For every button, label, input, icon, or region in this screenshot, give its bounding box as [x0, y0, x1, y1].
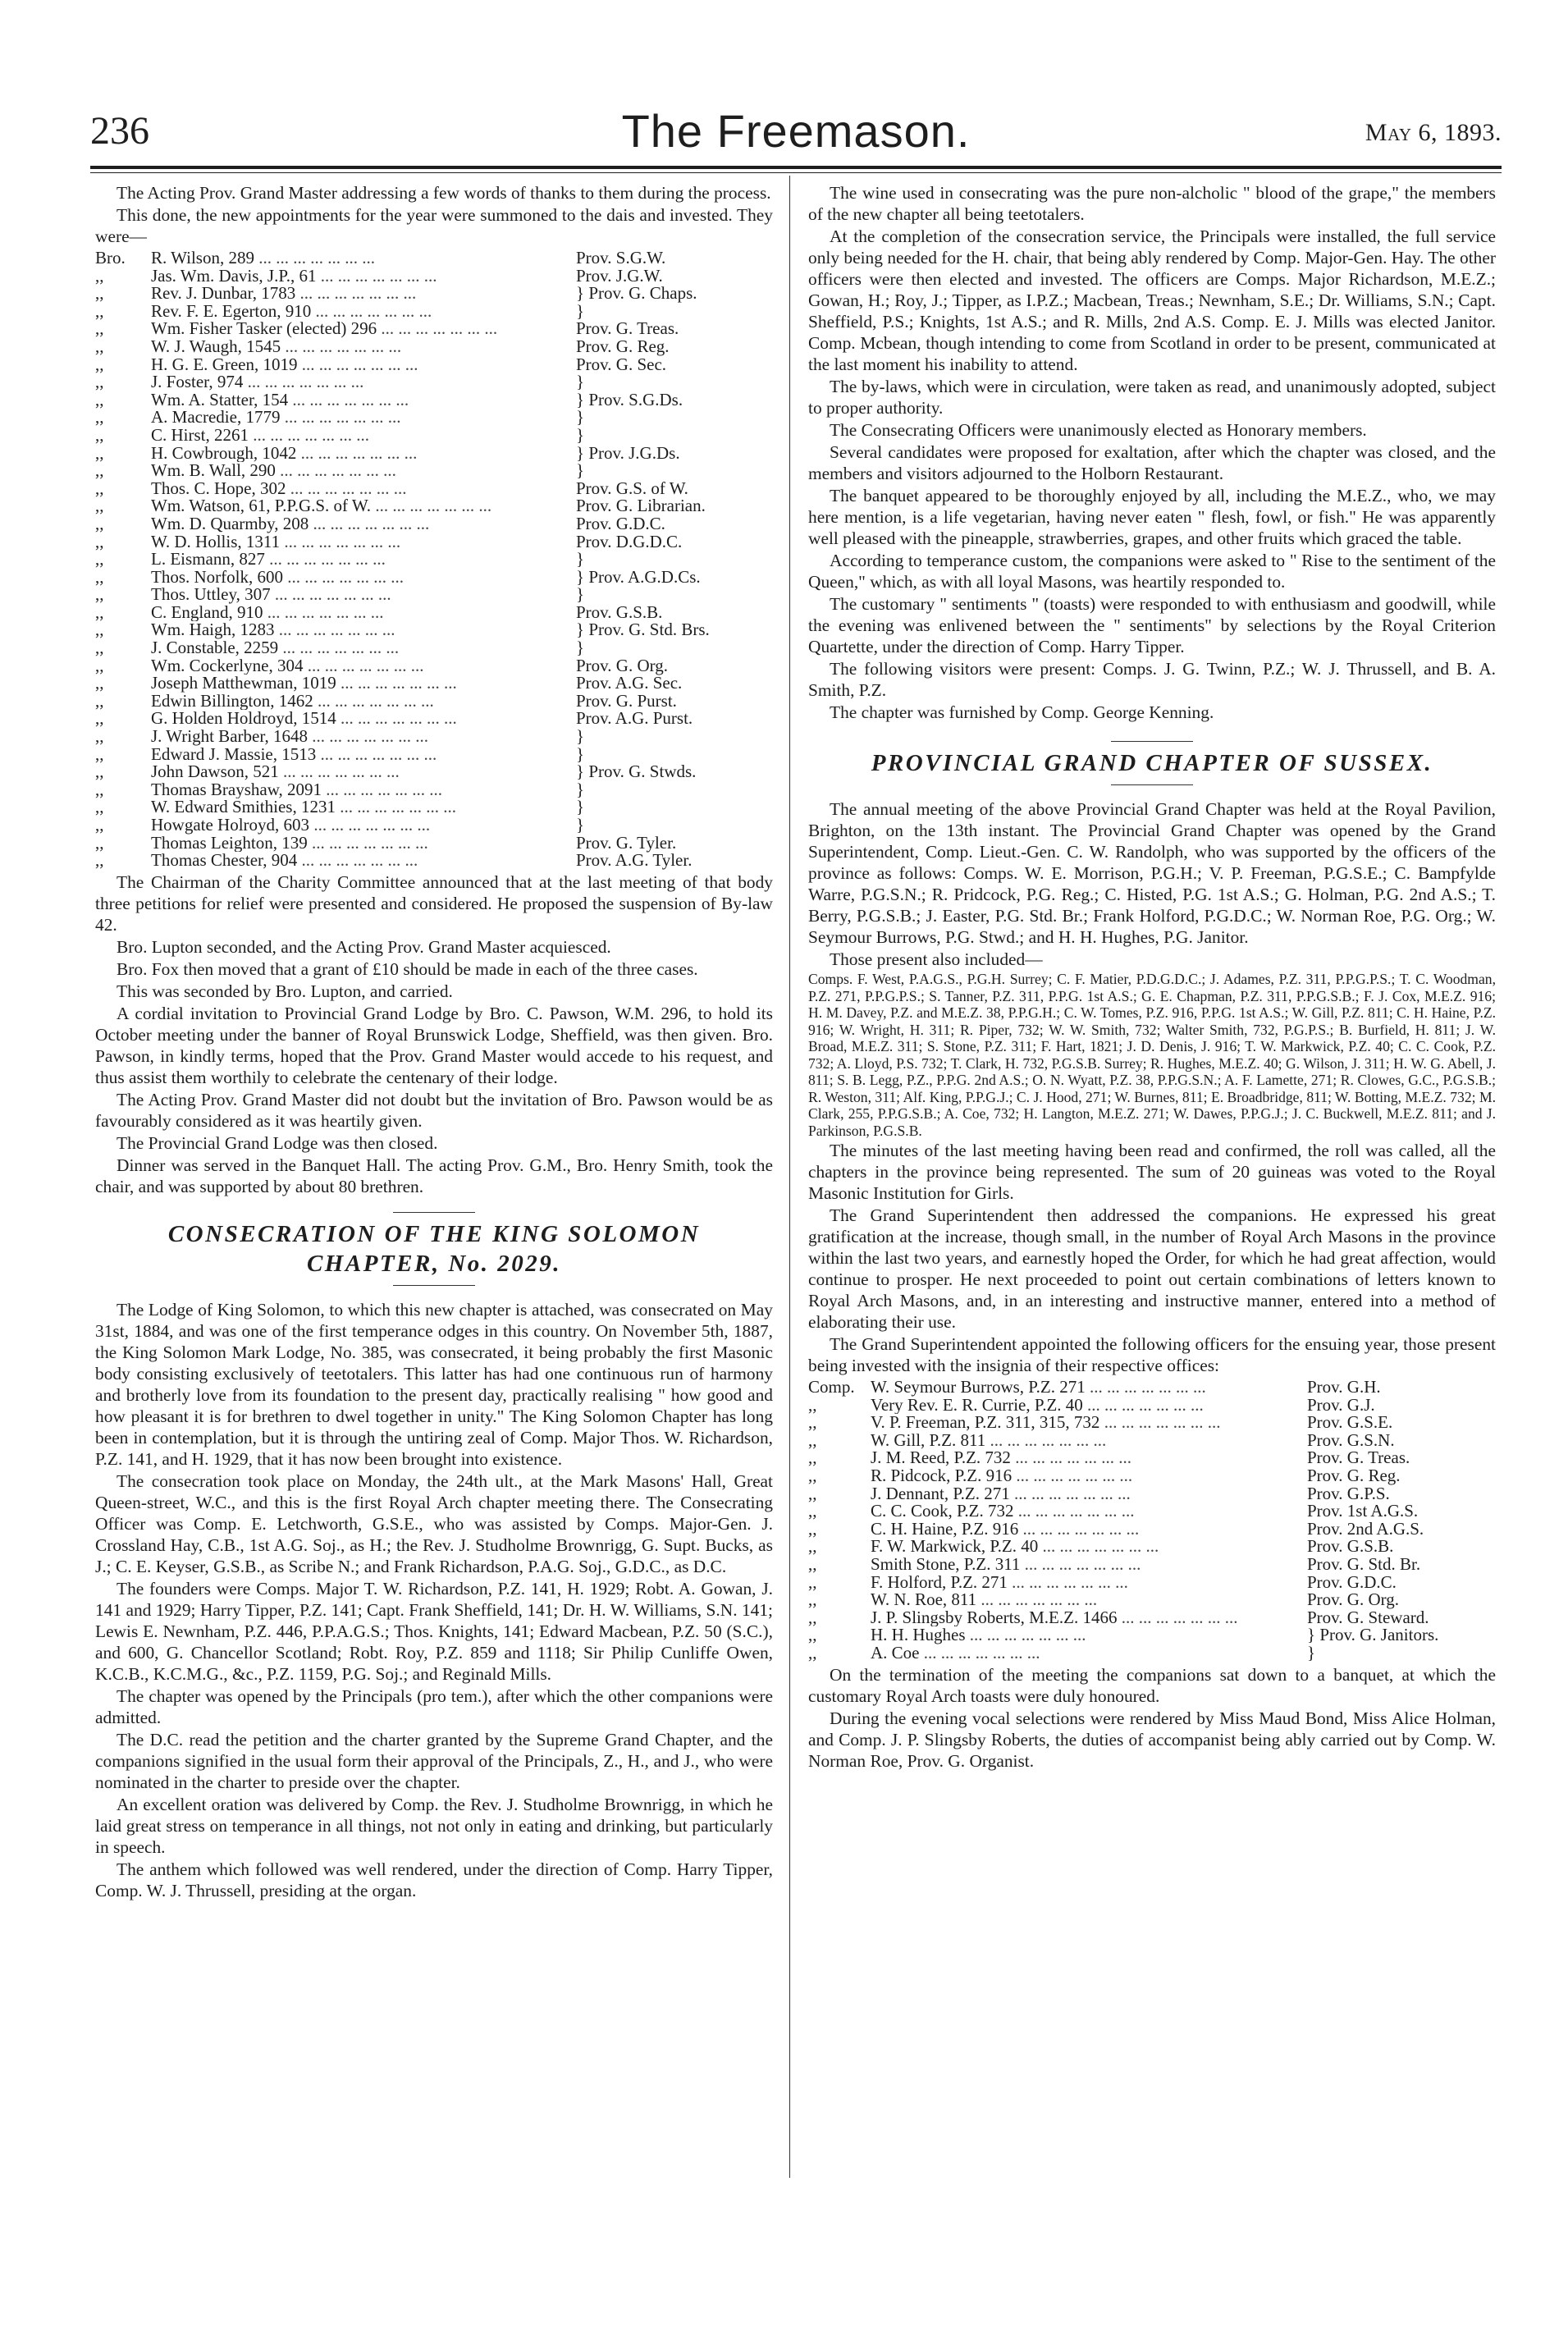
officer-name: H. G. E. Green, 1019 ... [151, 356, 576, 374]
paragraph: The by-laws, which were in circulation, were taken as read, and unanimously adopted, subject to proper authority. [808, 377, 1496, 418]
officer-row [95, 781, 773, 799]
officer-office: Prov. G. Purst. [576, 690, 677, 711]
right-column [808, 182, 1496, 1772]
officer-office: } [576, 300, 585, 321]
officer-office: } [576, 460, 585, 481]
section-rule [393, 1285, 475, 1286]
paragraph: The Consecrating Officers were unanimously elected as Honorary members. [830, 420, 1367, 440]
officer-prefix: ,, [808, 1642, 817, 1663]
officer-row [808, 1379, 1496, 1397]
paragraph: The Acting Prov. Grand Master addressing a few words of thanks to them during the process. [117, 183, 771, 203]
officer-name: V. P. Freeman, P.Z. 311, 315, 732 ... [871, 1414, 1307, 1432]
officer-row [95, 657, 773, 675]
section-heading [95, 1219, 773, 1278]
officer-office: Prov. A.G. Purst. [576, 708, 693, 729]
officer-row [95, 320, 773, 338]
officer-row [95, 728, 773, 746]
officer-prefix: ,, [95, 424, 104, 445]
officer-row [95, 832, 773, 853]
issue-date: May 6, 1893. [1365, 119, 1502, 146]
officer-row [95, 690, 773, 711]
officer-row [95, 249, 773, 268]
paragraph: The chapter was opened by the Principals (pro tem.), after which the other companions were admitted. [95, 1685, 773, 1727]
page-number: 236 [90, 109, 149, 153]
paragraph: The Provincial Grand Lodge was then closed. [117, 1132, 438, 1153]
officer-office: Prov. D.G.D.C. [576, 531, 683, 551]
officer-name: W. Edward Smithies, 1231 ... [151, 798, 576, 816]
paragraph: Those present also included— [830, 949, 1043, 969]
officer-row [808, 1626, 1496, 1644]
officer-row [95, 480, 773, 498]
officer-prefix: ,, [95, 797, 104, 817]
paragraph: The Acting Prov. Grand Master did not doubt but the invitation of Bro. Pawson would be as favourably considered as it was heartily given. [95, 1089, 773, 1131]
officer-row [95, 462, 773, 480]
officer-row [808, 1591, 1496, 1609]
officer-office: } Prov. J.G.Ds. [576, 442, 680, 463]
officer-prefix: ,, [808, 1465, 817, 1485]
officer-row [808, 1571, 1496, 1592]
officer-row [808, 1609, 1496, 1627]
provincial-officers-list [95, 249, 773, 870]
officer-prefix: ,, [95, 638, 104, 658]
officer-row [808, 1449, 1496, 1467]
officer-name: F. W. Markwick, P.Z. 40 ... [871, 1538, 1307, 1556]
paragraph: Dinner was served in the Banquet Hall. The acting Prov. G.M., Bro. Henry Smith, took the chair, and was supported by about 80 brethren. [95, 1155, 773, 1196]
officer-office: } [576, 815, 585, 835]
officer-name: C. H. Haine, P.Z. 916 ... [871, 1521, 1307, 1539]
section-rule [1111, 741, 1193, 742]
officer-prefix: ,, [95, 566, 104, 587]
chapter-officers-list [808, 1379, 1496, 1663]
officer-prefix: ,, [95, 584, 104, 605]
officer-prefix: ,, [95, 690, 104, 711]
officer-name: R. Wilson, 289 ... [151, 249, 576, 268]
paragraph: A cordial invitation to Provincial Grand Lodge by Bro. C. Pawson, W.M. 296, to hold its October meeting under the banner of Royal Brunswick Lodge, Sheffield, was then given. Bro. Pawson, in kindly terms, hoped that the Prov. Grand Master would accede to his request, and thus assist them worthily to celebrate the centenary of their lodge. [95, 1003, 773, 1087]
officer-office: Prov. G. Steward. [1307, 1607, 1429, 1627]
paragraph: The Grand Superintendent appointed the following officers for the ensuing year, those present being invested with the insignia of their respective offices: [808, 1334, 1496, 1375]
officer-prefix: ,, [95, 549, 104, 569]
officer-office: } Prov. G. Janitors. [1307, 1625, 1439, 1645]
officer-office: } [576, 584, 585, 605]
paragraph: The Chairman of the Charity Committee announced that at the last meeting of that body three petitions for relief were presented and considered. He proposed the suspension of By-law 42. [95, 871, 773, 935]
officer-prefix: ,, [95, 601, 104, 622]
officer-prefix: ,, [808, 1394, 817, 1415]
officer-name: Wm. D. Quarmby, 208 ... [151, 515, 576, 533]
officer-name: C. England, 910 ... [151, 604, 576, 622]
officer-name: J. Dennant, P.Z. 271 ... [871, 1485, 1307, 1503]
officer-row [95, 763, 773, 781]
officer-office: } [576, 743, 585, 764]
left-column [95, 182, 773, 1902]
officer-office: Prov. S.G.W. [576, 248, 666, 268]
officer-prefix: ,, [808, 1429, 817, 1450]
officer-name: Rev. F. E. Egerton, 910 ... [151, 303, 576, 321]
officer-row [95, 338, 773, 356]
officer-prefix: ,, [95, 513, 104, 533]
officer-prefix: ,, [95, 442, 104, 463]
officer-prefix: ,, [95, 372, 104, 392]
officer-prefix: ,, [808, 1448, 817, 1468]
officer-name: Howgate Holroyd, 603 ... [151, 816, 576, 835]
officer-prefix: ,, [95, 407, 104, 428]
officer-name: C. C. Cook, P.Z. 732 ... [871, 1502, 1307, 1521]
officer-row [808, 1429, 1496, 1450]
officer-row [95, 533, 773, 551]
officer-name: J. Constable, 2259 ... [151, 639, 576, 657]
officer-office: } [576, 797, 585, 817]
masthead [90, 105, 1502, 162]
paragraph: The Grand Superintendent then addressed the companions. He expressed his great gratification at the increase, though small, in the number of Royal Arch Masons in the province within the last two years, and earnestly hoped the Order, for which he had great affection, would continue to prosper. He next proceeded to point out certain combinations of letters known to Royal Arch Masons, and, in an interesting and instructive manner, entered into a method of elaborating their use. [808, 1205, 1496, 1332]
publication-title: The Freemason. [621, 105, 971, 157]
section-rule [1111, 784, 1193, 785]
paragraph: At the completion of the consecration service, the Principals were installed, the full service only being needed for the H. chair, that being ably rendered by Comp. Major-Gen. Hay. The other officers were then elected and invested. The officers are Comps. Major Richardson, M.E.Z.; Gowan, H.; Roy, J.; Tipper, as I.P.Z.; Macbean, Treas.; Newnham, S.E.; Dr. Williams, S.N.; Capt. Sheffield, P.S.; Knights, 1st A.S.; and R. Mills, 2nd A.S. Comp. E. J. Mills was elected Janitor. Comp. Mcbean, though intending to come from Scotland in order to be present, communicated at the last moment his inability to attend. [808, 226, 1496, 374]
officer-name: Thomas Brayshaw, 2091 ... [151, 781, 576, 799]
paragraph: The anthem which followed was well rendered, under the direction of Comp. Harry Tipper, Comp. W. J. Thrussell, presiding at the organ. [95, 1859, 773, 1900]
officer-name: W. D. Hollis, 1311 ... [151, 533, 576, 551]
officer-row [95, 816, 773, 835]
officer-office: } [576, 372, 585, 392]
officer-name: L. Eismann, 827 ... [151, 551, 576, 569]
officer-name: Wm. B. Wall, 290 ... [151, 462, 576, 480]
officer-prefix: ,, [95, 743, 104, 764]
officer-name: J. M. Reed, P.Z. 732 ... [871, 1449, 1307, 1467]
officer-prefix: ,, [808, 1625, 817, 1645]
officer-prefix: ,, [95, 726, 104, 747]
paragraph: The Lodge of King Solomon, to which this new chapter is attached, was consecrated on May 31st, 1884, and was one of the first temperance odges in this country. On November 5th, 1887, the King Solomon Mark Lodge, No. 385, was consecrated, it being probably the first Masonic body consisting exclusively of teetotalers. This latter has had one continuous run of harmony and brotherly love from its foundation to the present day, practically realising " how good and how pleasant it is for brethren to dwel together in unity." The King Solomon Chapter has long been in contemplation, but it is through the untiring zeal of Comp. Major Thos. W. Richardson, P.Z. 141, and H. 1929, that it has now been brought into existence. [95, 1299, 773, 1469]
officer-row [95, 639, 773, 657]
officer-office: } [576, 726, 585, 747]
officer-row [95, 621, 773, 639]
officer-office: Prov. J.G.W. [576, 265, 663, 286]
officer-row [95, 300, 773, 321]
officer-prefix: ,, [808, 1553, 817, 1574]
officer-office: Prov. G.S.B. [1307, 1536, 1394, 1557]
officer-office: Prov. G. Org. [1307, 1589, 1400, 1610]
officer-row [95, 265, 773, 286]
officer-prefix: ,, [95, 265, 104, 286]
officer-row [95, 409, 773, 427]
section-heading: PROVINCIAL GRAND CHAPTER OF SUSSEX. [871, 750, 1433, 776]
officer-prefix: Bro. [95, 248, 126, 268]
officer-name: Thomas Chester, 904 ... [151, 852, 576, 870]
officer-office: Prov. G.J. [1307, 1394, 1375, 1415]
officer-office: } Prov. S.G.Ds. [576, 389, 683, 409]
officer-name: Thos. Norfolk, 600 ... [151, 569, 576, 587]
paragraph: Several candidates were proposed for exaltation, after which the chapter was closed, and the members and visitors adjourned to the Holborn Restaurant. [808, 442, 1496, 483]
officer-name: Jas. Wm. Davis, J.P., 61 ... [151, 268, 576, 286]
officer-row [95, 551, 773, 569]
officer-prefix: ,, [95, 762, 104, 782]
paragraph: Bro. Lupton seconded, and the Acting Prov. Grand Master acquiesced. [117, 936, 611, 957]
officer-office: Prov. G.D.C. [576, 513, 665, 533]
officer-row [95, 356, 773, 374]
officer-name: A. Coe ... [871, 1644, 1307, 1663]
paragraph: This done, the new appointments for the year were summoned to the dais and invested. They were— [95, 205, 773, 246]
officer-office: } [1307, 1642, 1316, 1663]
officer-name: W. Seymour Burrows, P.Z. 271 ... [871, 1379, 1307, 1397]
officer-name: John Dawson, 521 ... [151, 763, 576, 781]
officer-prefix: ,, [95, 389, 104, 409]
officer-row [808, 1518, 1496, 1539]
officer-prefix: ,, [808, 1483, 817, 1503]
paragraph: This was seconded by Bro. Lupton, and carried. [117, 981, 453, 1001]
officer-row [808, 1502, 1496, 1521]
officer-row [95, 373, 773, 391]
officer-office: Prov. G. Tyler. [576, 832, 677, 853]
officer-office: Prov. G.D.C. [1307, 1571, 1397, 1592]
officer-office: Prov. G. Reg. [1307, 1465, 1401, 1485]
officer-name: Thomas Leighton, 139 ... [151, 835, 576, 853]
officer-office: } [576, 638, 585, 658]
officer-row [808, 1414, 1496, 1432]
officer-prefix: ,, [95, 460, 104, 481]
officer-prefix: ,, [95, 300, 104, 321]
officer-office: } [576, 779, 585, 799]
column-divider [789, 176, 790, 2178]
officer-prefix: ,, [95, 779, 104, 799]
officer-row [95, 798, 773, 816]
officer-name: J. Foster, 974 ... [151, 373, 576, 391]
officer-name: W. N. Roe, 811 ... [871, 1591, 1307, 1609]
officer-name: Very Rev. E. R. Currie, P.Z. 40 ... [871, 1397, 1307, 1415]
officer-name: J. P. Slingsby Roberts, M.E.Z. 1466 ... [871, 1609, 1307, 1627]
officer-office: Prov. G. Std. Br. [1307, 1553, 1421, 1574]
officer-prefix: ,, [808, 1571, 817, 1592]
officer-row [95, 852, 773, 870]
officer-name: Wm. Haigh, 1283 ... [151, 621, 576, 639]
officer-office: Prov. A.G. Tyler. [576, 850, 693, 871]
officer-prefix: ,, [95, 850, 104, 871]
officer-prefix: ,, [95, 283, 104, 304]
officer-row [808, 1538, 1496, 1556]
officer-name: Wm. A. Statter, 154 ... [151, 391, 576, 409]
officer-office: } Prov. G. Stwds. [576, 762, 697, 782]
officer-prefix: ,, [95, 354, 104, 374]
officer-name: W. Gill, P.Z. 811 ... [871, 1432, 1307, 1450]
paragraph: The minutes of the last meeting having been read and confirmed, the roll was called, all the chapters in the province being represented. The sum of 20 guineas was voted to the Royal Masonic Institution for Girls. [808, 1141, 1496, 1203]
officer-office: Prov. G.S. of W. [576, 478, 688, 498]
officer-name: H. H. Hughes ... [871, 1626, 1307, 1644]
paragraph: The customary " sentiments " (toasts) were responded to with enthusiasm and goodwill, while the evening was enlivened between the " sentiments" by selections by the Royal Criterion Quartette, under the direction of Comp. Harry Tipper. [808, 594, 1496, 656]
officer-office: Prov. G.P.S. [1307, 1483, 1390, 1503]
officer-row [95, 515, 773, 533]
officer-prefix: ,, [95, 318, 104, 339]
officer-prefix: Comp. [808, 1377, 855, 1397]
paragraph: The following visitors were present: Comps. J. G. Twinn, P.Z.; W. J. Thrussell, and B. A. Smith, P.Z. [808, 659, 1496, 700]
officer-name: C. Hirst, 2261 ... [151, 427, 576, 445]
officer-office: Prov. G.H. [1307, 1377, 1381, 1397]
officer-prefix: ,, [95, 496, 104, 516]
officer-prefix: ,, [808, 1501, 817, 1521]
officer-office: Prov. G.S.N. [1307, 1429, 1395, 1450]
officer-row [95, 391, 773, 409]
officer-row [808, 1485, 1496, 1503]
officer-prefix: ,, [95, 336, 104, 356]
officer-office: } Prov. G. Std. Brs. [576, 620, 710, 640]
officer-prefix: ,, [95, 478, 104, 498]
officer-office: Prov. G. Sec. [576, 354, 667, 374]
officer-row [95, 675, 773, 693]
officer-name: Edwin Billington, 1462 ... [151, 693, 576, 711]
officer-prefix: ,, [808, 1536, 817, 1557]
officer-row [95, 424, 773, 445]
officer-office: Prov. 1st A.G.S. [1307, 1501, 1419, 1521]
header-rule [90, 166, 1502, 169]
paragraph: The annual meeting of the above Provincial Grand Chapter was held at the Royal Pavilion, Brighton, on the 13th instant. The Provincial Grand Chapter was opened by the Grand Superintendent, Comp. Lieut.-Gen. C. W. Randolph, who was supported by the officers of the province as follows: Comps. W. E. Morrison, P.G.H.; V. P. Freeman, P.G.S.E.; C. Bampfylde Warre, P.G.S.N.; R. Pridcock, P.G. Reg.; C. Histed, P.G. 1st A.S.; G. Holman, P.G. 2nd A.S.; T. Berry, P.G.S.B.; J. Easter, P.G. Std. Br.; Frank Holford, P.G.D.C.; W. Norman Roe, P.G. Org.; W. Seymour Burrows, P.G. Stwd.; and H. H. Hughes, P.G. Janitor. [808, 799, 1496, 947]
paragraph: The D.C. read the petition and the charter granted by the Supreme Grand Chapter, and the companions signified in the usual form their approval of the Principals, Z., H., and J., who were nominated in the charter to preside over the chapter. [95, 1729, 773, 1792]
officer-name: H. Cowbrough, 1042 ... [151, 445, 576, 463]
paragraph: On the termination of the meeting the companions sat down to a banquet, at which the customary Royal Arch toasts were duly honoured. [808, 1664, 1496, 1706]
officer-name: Joseph Matthewman, 1019 ... [151, 675, 576, 693]
officer-office: Prov. A.G. Sec. [576, 673, 683, 693]
officer-name: Wm. Fisher Tasker (elected) 296 ... [151, 320, 576, 338]
officer-prefix: ,, [95, 531, 104, 551]
officer-name: Thos. Uttley, 307 ... [151, 586, 576, 604]
officer-row [95, 710, 773, 728]
officer-prefix: ,, [808, 1589, 817, 1610]
officer-row [95, 566, 773, 587]
officer-name: Smith Stone, P.Z. 311 ... [871, 1556, 1307, 1574]
officer-prefix: ,, [95, 620, 104, 640]
officer-name: R. Pidcock, P.Z. 916 ... [871, 1467, 1307, 1485]
officer-prefix: ,, [808, 1607, 817, 1627]
officer-office: Prov. G. Org. [576, 655, 669, 675]
officer-name: J. Wright Barber, 1648 ... [151, 728, 576, 746]
officer-office: } [576, 407, 585, 428]
officer-name: Edward J. Massie, 1513 ... [151, 746, 576, 764]
officer-prefix: ,, [95, 673, 104, 693]
officer-office: Prov. G.S.B. [576, 601, 663, 622]
officer-office: Prov. G. Librarian. [576, 496, 706, 516]
officer-row [95, 497, 773, 515]
officer-name: F. Holford, P.Z. 271 ... [871, 1574, 1307, 1592]
officer-name: Wm. Watson, 61, P.P.G.S. of W. ... [151, 497, 576, 515]
paragraph: During the evening vocal selections were rendered by Miss Maud Bond, Miss Alice Holman, and Comp. J. P. Slingsby Roberts, the duties of accompanist being ably carried out by Comp. W. Norman Roe, Prov. G. Organist. [808, 1708, 1496, 1771]
officer-prefix: ,, [95, 815, 104, 835]
officer-name: Wm. Cockerlyne, 304 ... [151, 657, 576, 675]
attendance-list: Comps. F. West, P.A.G.S., P.G.H. Surrey; C. F. Matier, P.D.G.D.C.; J. Adames, P.Z. 311, P.P.G.P.S.; T. C. Woodman, P.Z. 271, P.P.G.P.S.; S. Tanner, P.Z. 311, P.P.G. 1st A.S.; G. E. Chapman, P.Z. 311, P.P.G.S.B.; F. J. Cox, M.E.Z. 916; H. M. Davey, P.Z. and M.E.Z. 38, P.P.G.H.; C. W. Tomes, P.Z. 916, P.P.G. 1st A.S.; W. Gill, P.Z. 811; C. H. Haine, P.Z. 916; W. Wright, H. 311; R. Piper, 732; W. W. Smith, 732; Walter Smith, 732, P.G.P.S.; B. Burfield, H. 811; J. W. Broad, M.E.Z. 311; S. Stone, P.Z. 311; F. Hart, 1821; J. D. Denis, J. 916; T. W. Markwick, P.Z. 40; C. C. Cook, P.Z. 732; A. Lloyd, P.S. 732; T. Clark, H. 732, P.G.S.B. Surrey; R. Hughes, M.E.Z. 40; G. Wilson, J. 311; H. W. G. Abell, J. 811; S. B. Legg, P.Z., P.P.G. 2nd A.S.; O. N. Wyatt, P.Z. 38, P.P.G.S.N.; A. F. Lamette, 271; R. Clowes, G.C., P.G.S.B.; R. Weston, 311; Alf. King, P.P.G.J.; C. J. Hood, 271; W. Burnes, 811; E. Broadbridge, 811; W. Botting, M.E.Z. 732; M. Clark, 255, P.P.G.S.B.; A. Coe, 732; H. Langton, M.E.Z. 271; W. Dawes, P.P.G.J.; J. C. Buckwell, M.E.Z. 811; and J. Parkinson, P.G.S.B. [808, 971, 1496, 1139]
paragraph: An excellent oration was delivered by Comp. the Rev. J. Studholme Brownrigg, in which he laid great stress on temperance in all things, not not only in eating and drinking, but particularly in speech. [95, 1794, 773, 1857]
officer-office: Prov. G. Reg. [576, 336, 670, 356]
officer-row [808, 1467, 1496, 1485]
officer-row [95, 586, 773, 604]
section-heading-line: CHAPTER, No. 2029. [306, 1250, 562, 1277]
paragraph: Bro. Fox then moved that a grant of £10 should be made in each of the three cases. [117, 958, 698, 979]
officer-prefix: ,, [95, 708, 104, 729]
officer-office: } Prov. G. Chaps. [576, 283, 697, 304]
officer-office: Prov. G. Treas. [576, 318, 679, 339]
officer-name: A. Macredie, 1779 ... [151, 409, 576, 427]
officer-prefix: ,, [808, 1412, 817, 1433]
section-rule [393, 1212, 475, 1213]
officer-prefix: ,, [95, 655, 104, 675]
officer-name: W. J. Waugh, 1545 ... [151, 338, 576, 356]
paragraph: According to temperance custom, the companions were asked to " Rise to the sentiment of the Queen," which, as with all loyal Masons, was heartily responded to. [808, 551, 1496, 592]
officer-office: } Prov. A.G.D.Cs. [576, 566, 701, 587]
paragraph: The wine used in consecrating was the pure non-alcholic " blood of the grape," the members of the new chapter all being teetotalers. [808, 183, 1496, 224]
officer-row [95, 601, 773, 622]
officer-office: } [576, 549, 585, 569]
officer-office: Prov. 2nd A.G.S. [1307, 1518, 1424, 1539]
header-rule-thin [90, 172, 1502, 173]
officer-row [95, 285, 773, 303]
officer-prefix: ,, [808, 1518, 817, 1539]
officer-name: Rev. J. Dunbar, 1783 ... [151, 285, 576, 303]
paragraph: The consecration took place on Monday, the 24th ult., at the Mark Masons' Hall, Great Queen-street, W.C., and this is the first Royal Arch chapter meeting there. The Consecrating Officer was Comp. E. Letchworth, G.S.E., who was assisted by Comps. Major-Gen. J. Crossland Hay, C.B., 1st A.G. Soj., as H.; the Rev. J. Studholme Brownrigg, G. Supt. Bucks, as J.; C. E. Keyser, G.S.B., as Scribe N.; and Frank Richardson, P.A.G. Soj., G.D.C., as D.C. [95, 1470, 773, 1576]
officer-name: Thos. C. Hope, 302 ... [151, 480, 576, 498]
officer-prefix: ,, [95, 832, 104, 853]
officer-row [808, 1644, 1496, 1663]
officer-row [808, 1394, 1496, 1415]
officer-name: G. Holden Holdroyd, 1514 ... [151, 710, 576, 728]
paragraph: The chapter was furnished by Comp. George Kenning. [830, 702, 1214, 722]
officer-office: Prov. G. Treas. [1307, 1448, 1410, 1468]
section-heading-line: CONSECRATION OF THE KING SOLOMON [167, 1220, 701, 1247]
paragraph: The founders were Comps. Major T. W. Richardson, P.Z. 141, H. 1929; Robt. A. Gowan, J. 141 and 1929; Harry Tipper, P.Z. 141; Capt. Frank Sheffield, 141; Dr. H. W. Williams, S.N. 141; Lewis E. Newnham, P.Z. 446, P.P.A.G.S.; Thos. Knights, 141; Edward Macbean, P.Z. 50 (S.C.), and 600, G. Chancellor Scotland; Robt. Roy, P.Z. 859 and 1118; Sir Philip Cunliffe Owen, K.C.B., K.C.M.G., &c., P.Z. 1159, P.G. Soj.; and Reginald Mills. [95, 1578, 773, 1684]
officer-row [95, 442, 773, 463]
paragraph: The banquet appeared to be thoroughly enjoyed by all, including the M.E.Z., who, we may here mention, is a life vegetarian, having never eaten " flesh, fowl, or fish." He was apparently well pleased with the pineapple, strawberries, grapes, and other fruits which graced the table. [808, 486, 1496, 548]
officer-row [808, 1553, 1496, 1574]
officer-office: Prov. G.S.E. [1307, 1412, 1393, 1433]
officer-office: } [576, 424, 585, 445]
officer-row [95, 743, 773, 764]
